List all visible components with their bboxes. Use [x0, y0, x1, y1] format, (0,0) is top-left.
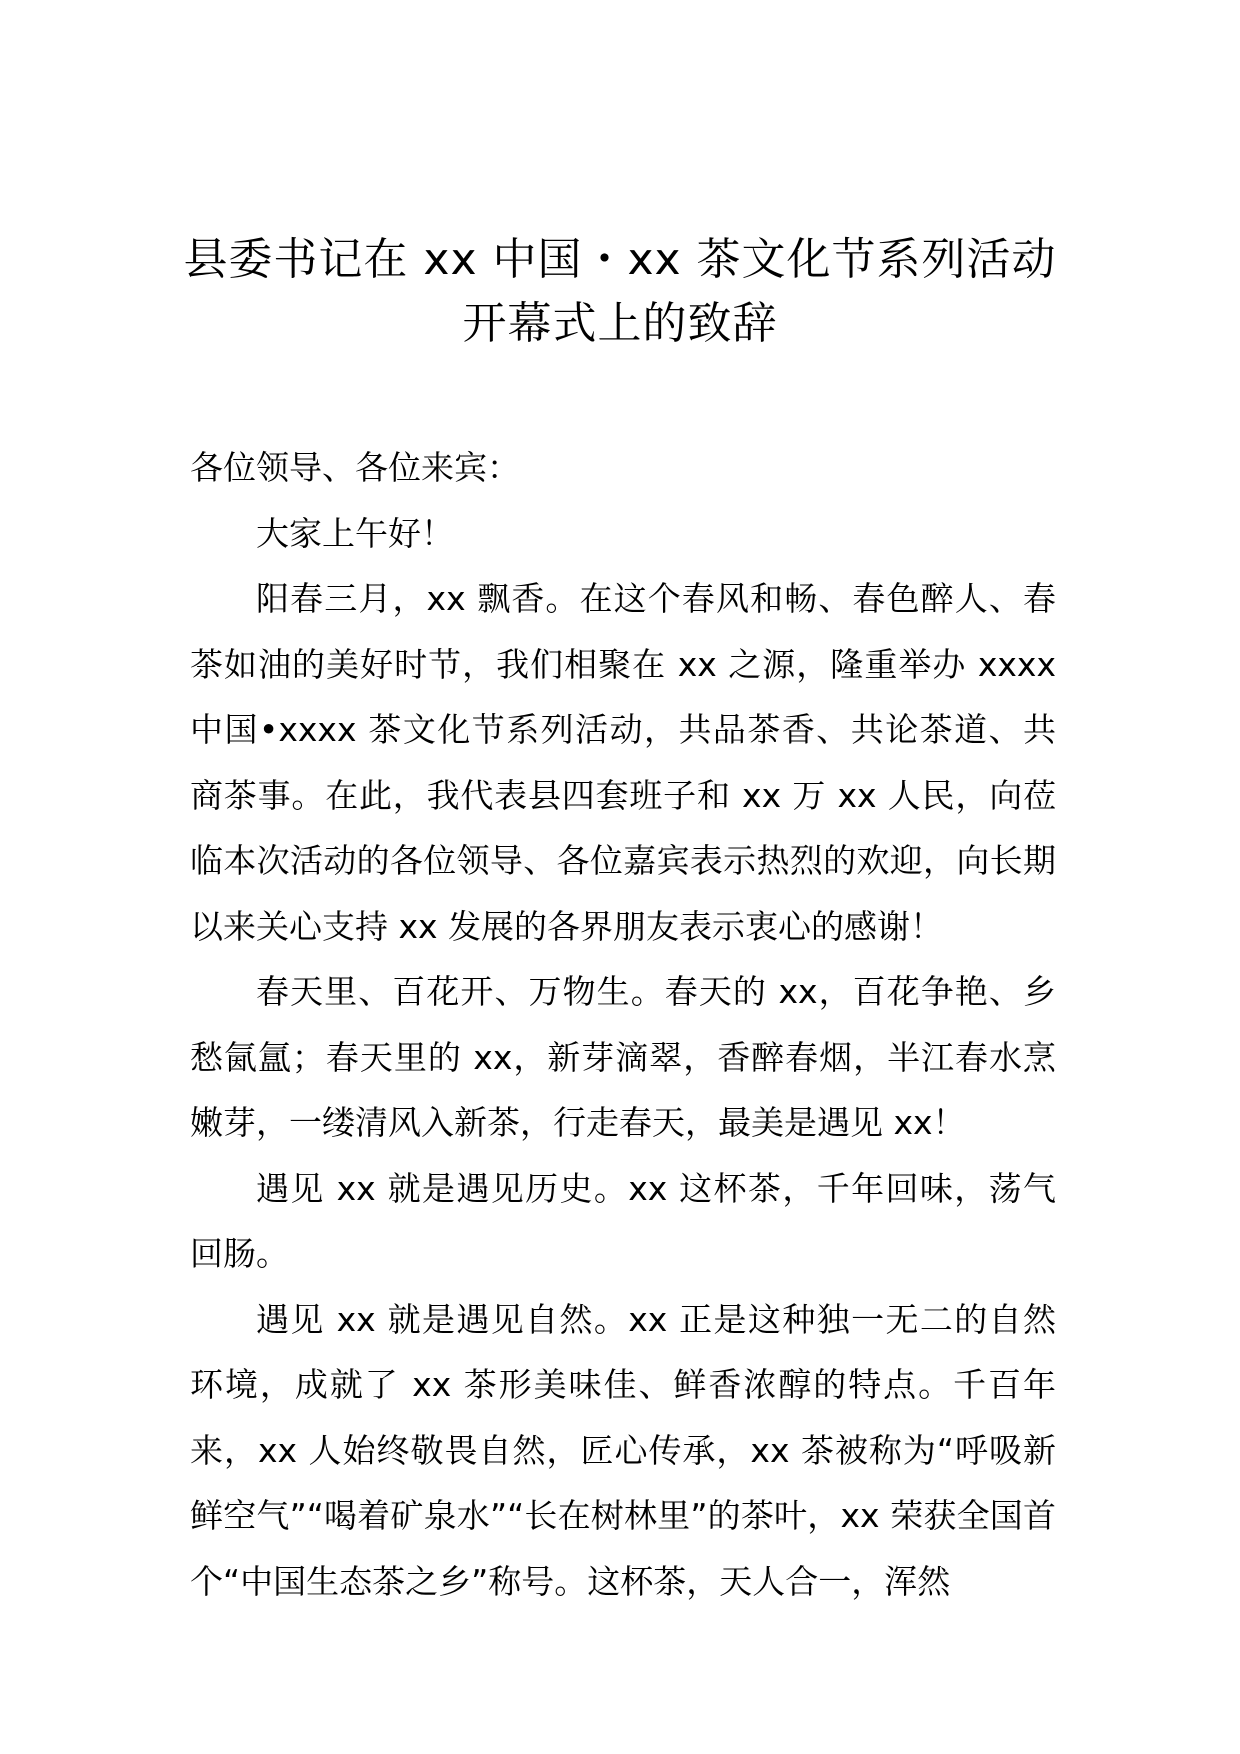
paragraph-spring: 春天里、百花开、万物生。春天的 xx，百花争艳、乡愁氤氲；春天里的 xx，新芽滴翠，香醉春烟，半江春水烹嫩芽，一缕清风入新茶，行走春天，最美是遇见 xx！ — [190, 972, 1056, 1142]
salutation: 各位领导、各位来宾： — [190, 448, 520, 487]
title-line-2: 开幕式上的致辞 — [462, 298, 778, 349]
paragraph-greeting: 大家上午好！ — [256, 513, 454, 553]
paragraph-nature: 遇见 xx 就是遇见自然。xx 正是这种独一无二的自然环境，成就了 xx 茶形美味佳、鲜香浓醇的特点。千百年来，xx 人始终敬畏自然，匠心传承，xx 茶被称为“呼吸新鲜空气”“喝着矿泉水”“长在树林里”的茶叶，xx 荣获全国首个“中国生态茶之乡”称号。这杯茶，天人合一，浑然 — [190, 1299, 1056, 1601]
document-title — [170, 228, 1070, 356]
document-body — [190, 435, 1056, 1614]
paragraph-history: 遇见 xx 就是遇见历史。xx 这杯茶，千年回味，荡气回肠。 — [190, 1168, 1056, 1273]
paragraph-welcome: 阳春三月，xx 飘香。在这个春风和畅、春色醉人、春茶如油的美好时节，我们相聚在 xx 之源，隆重举办 xxxx 中国•xxxx 茶文化节系列活动，共品茶香、共论茶道、共商茶事。在此，我代表县四套班子和 xx 万 xx 人民，向莅临本次活动的各位领导、各位嘉宾表示热烈的欢迎，向长期以来关心支持 xx 发展的各界朋友表示衷心的感谢！ — [190, 579, 1056, 946]
title-line-1: 县委书记在 xx 中国・xx 茶文化节系列活动 — [183, 234, 1057, 285]
